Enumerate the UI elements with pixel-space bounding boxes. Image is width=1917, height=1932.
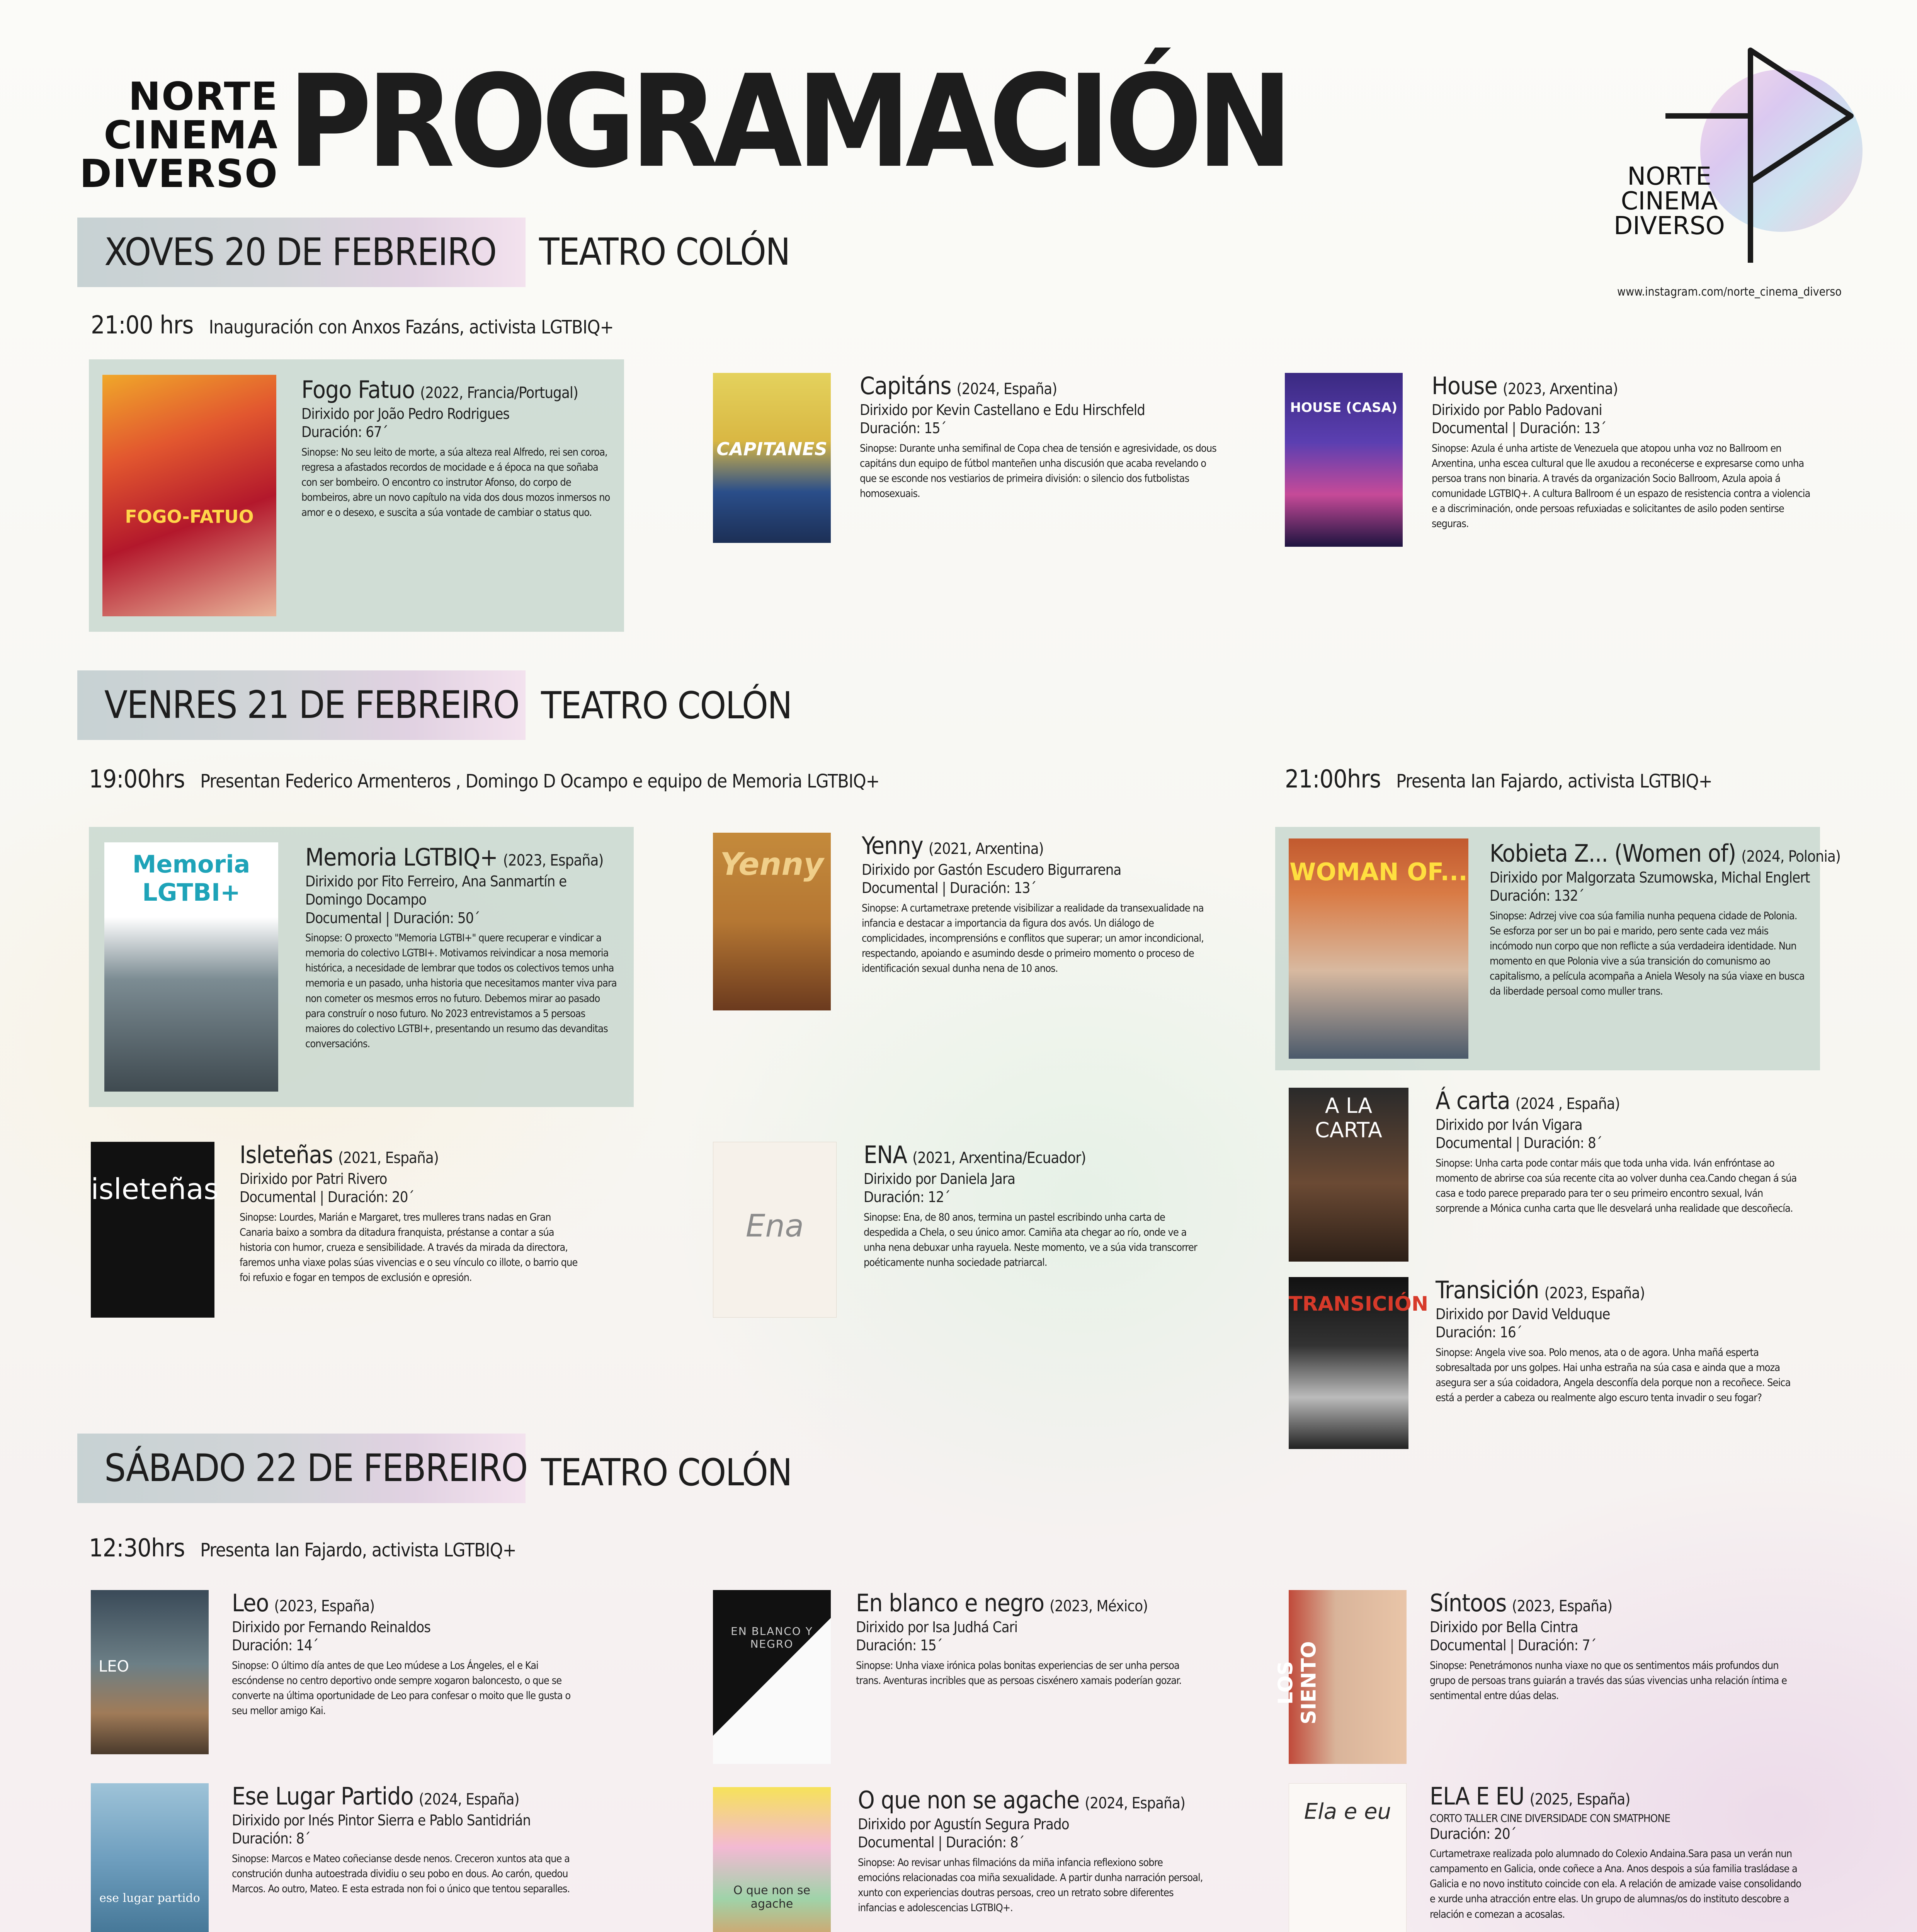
film-director: Dirixido por Fito Ferreiro, Ana Sanmartín e Domingo Docampo: [305, 872, 567, 908]
film-info: [856, 1588, 1204, 1688]
film-meta: (2021, Arxentina): [928, 840, 1044, 858]
film-poster: [91, 1142, 219, 1318]
logo-brand: [1600, 164, 1739, 238]
film-director: Dirixido por Inés Pintor Sierra e Pablo Santidrián: [232, 1811, 531, 1829]
film-info: [1436, 1086, 1806, 1216]
film-synopsis: Sinopse: Ao revisar unhas filmacións da miña infancia reflexiono sobre emocións relacionadas coa miña sexualidade. A partir dunha narración persoal, xunto con experiencias doutras persoas, creo un retrato sobre diferentes infancias e adolescencias LGTBIQ+.: [858, 1856, 1203, 1914]
day-bar: XOVES 20 DE FEBREIRO: [77, 218, 526, 287]
film-synopsis: Sinopse: No seu leito de morte, a súa alteza real Alfredo, rei sen coroa, regresa a afastados recordos de mocidade e á época na que soñaba con ser bombeiro. O encontro co instrutor Afonso, do corpo de bombeiros, abre un novo capítulo na vida dos dous mozos inmersos no amor e o desexo, e suscita a súa vontade de cambiar o status quo.: [301, 446, 610, 519]
film-duration: Documental | Duración: 13´: [1432, 420, 1606, 437]
venue: TEATRO COLÓN: [541, 1451, 792, 1494]
film-synopsis: Sinopse: Penetrámonos nunha viaxe no que os sentimentos máis profundos dun grupo de persoas trans guiarán a través das súas vivencias unha relación íntima e sentimental entre dúas delas.: [1430, 1659, 1787, 1702]
time-slot: [89, 765, 879, 794]
film-card: [711, 1588, 1213, 1762]
film-poster: [713, 1787, 831, 1932]
film-card: [1287, 1781, 1820, 1932]
slot-time: 21:00hrs: [1285, 765, 1381, 794]
film-card: [1287, 1275, 1820, 1453]
film-info: [1432, 371, 1810, 531]
slot-time: 21:00 hrs: [91, 311, 194, 340]
film-info: [1436, 1275, 1806, 1405]
poster-title: LOS SIENTO: [1274, 1641, 1321, 1725]
slot-time: 12:30hrs: [89, 1534, 185, 1563]
film-info: [1490, 838, 1840, 999]
poster-title: CAPITANES: [716, 439, 827, 459]
film-title: En blanco e negro: [856, 1589, 1044, 1617]
film-title: Memoria LGTBIQ+: [305, 843, 498, 871]
instagram-link[interactable]: www.instagram.com/norte_cinema_diverso: [1617, 285, 1842, 299]
film-director: CORTO TALLER CINE DIVERSIDADE CON SMATPHONE: [1430, 1811, 1670, 1825]
film-meta: (2024, España): [956, 380, 1057, 398]
film-director: Dirixido por Kevin Castellano e Edu Hirschfeld: [860, 401, 1145, 418]
film-poster: [91, 1590, 209, 1754]
film-poster: [713, 1590, 831, 1764]
brand-line: NORTE: [1627, 162, 1711, 191]
film-synopsis: Sinopse: Lourdes, Marián e Margaret, tres mulleres trans nadas en Gran Canaria baixo a sombra da ditadura franquista, préstanse a contar a súa historia con humor, crueza e sensibilidade. A través da mirada da directora, faremos unha viaxe polas súas vivencias e o seu vínculo co illote, o barrio que foi refuxio e fogar en tempos de exclusión e opresión.: [240, 1211, 578, 1284]
poster-title: isleteñas: [91, 1173, 219, 1206]
film-title: ELA E EU: [1430, 1782, 1524, 1810]
film-info: [1430, 1781, 1805, 1922]
film-meta: (2024 , España): [1515, 1095, 1620, 1113]
film-card: [711, 371, 1233, 545]
film-duration: Duración: 15´: [856, 1637, 942, 1654]
film-director: Dirixido por Malgorzata Szumowska, Michal Englert: [1490, 869, 1810, 886]
film-meta: (2023, España): [1512, 1597, 1613, 1615]
film-title: Kobieta Z... (Women of): [1490, 839, 1736, 867]
film-title: Ese Lugar Partido: [232, 1782, 413, 1810]
header-brand: [77, 74, 278, 196]
film-meta: (2023, México): [1050, 1597, 1148, 1615]
brand-line: CINEMA: [1621, 187, 1718, 216]
film-synopsis: Sinopse: Ena, de 80 anos, termina un pastel escribindo unha carta de despedida a Chela, o seu único amor. Camiña ata chegar ao río, onde ve a unha nena debuxar unha rayuela. Neste momento, ve a súa vida transcorrer poéticamente nunha sociedade patriarcal.: [864, 1211, 1197, 1269]
film-synopsis: Sinopse: Azula é unha artiste de Venezuela que atopou unha voz no Ballroom en Arxentina, unha escea cultural que lle axudou a reconécerse e expresarse como unha persoa trans non binaria. A través da organización Socio Ballroom, Azula apoia á comunidade LGTBIQ+. A cultura Ballroom é un espazo de resistencia contra a violencia e a discriminación, onde persoas refuxiadas e solicitantes de asilo poden sentirse seguras.: [1432, 442, 1810, 530]
film-director: Dirixido por Fernando Reinaldos: [232, 1618, 431, 1636]
festival-logo-icon: [1650, 39, 1866, 278]
film-title: Transición: [1436, 1276, 1539, 1304]
film-meta: (2024, Polonia): [1741, 848, 1840, 866]
page-title: PROGRAMACIÓN: [288, 48, 1288, 196]
film-title: Leo: [232, 1589, 269, 1617]
film-card: [89, 827, 634, 1107]
film-synopsis: Sinopse: O último día antes de que Leo múdese a Los Ángeles, el e Kai escóndense no centro deportivo onde sempre xogaron baloncesto, o que se converte na última oportunidade de Leo para confesar o moito que lle gusta o seu mellor amigo Kai.: [232, 1659, 571, 1717]
day-bar: SÁBADO 22 DE FEBREIRO: [77, 1434, 526, 1503]
film-poster: [1274, 1590, 1407, 1764]
film-synopsis: Sinopse: Durante unha semifinal de Copa chea de tensión e agresividade, os dous capitáns dun equipo de fútbol manteñen unha discusión que acaba revelando o que se esconde nos vestiarios de primeira división: o silencio dos futbolistas homosexuais.: [860, 442, 1216, 500]
time-slot: [1285, 765, 1712, 794]
film-title: Síntoos: [1430, 1589, 1507, 1617]
film-director: Dirixido por Gastón Escudero Bigurrarena: [862, 861, 1121, 878]
film-director: Dirixido por Isa Judhá Cari: [856, 1618, 1018, 1636]
film-title: Isleteñas: [240, 1141, 333, 1169]
film-meta: (2025, España): [1529, 1791, 1630, 1808]
film-poster: [1289, 838, 1468, 1059]
film-info: [305, 842, 622, 1051]
film-duration: Duración: 14´: [232, 1637, 318, 1654]
film-duration: Duración: 12´: [864, 1189, 950, 1206]
film-poster: [1285, 373, 1403, 547]
poster-title: HOUSE (CASA): [1290, 400, 1398, 415]
day-bar: VENRES 21 DE FEBREIRO: [77, 670, 526, 740]
film-info: [232, 1781, 580, 1896]
film-duration: Duración: 132´: [1490, 887, 1584, 904]
poster-title: FOGO-FATUO: [125, 506, 254, 527]
film-synopsis: Sinopse: A curtametraxe pretende visibilizar a realidade da transexualidade na infancia e destacar a importancia da figura dos avós. Un diálogo de complicidades, incomprensións e conflitos que superar; un amor incondicional, respectando, apoiando e asumindo desde o primeiro momento o proceso de identificación sexual dunha nena de 10 anos.: [862, 902, 1204, 975]
film-info: [301, 375, 611, 520]
film-poster: [102, 375, 276, 616]
film-synopsis: Sinopse: Unha carta pode contar máis que toda unha vida. Iván enfróntase ao momento de abrirse coa súa recente cita ao volver dunha cea.Cando chegan á súa casa e todo parece preparado para ter o seu primeiro encontro sexual, Iván sorprende a Mónica cunha carta que lle desvelará unha realidade que descoñecía.: [1436, 1157, 1797, 1214]
film-info: [1430, 1588, 1805, 1703]
film-meta: (2021, España): [338, 1149, 439, 1167]
film-info: [240, 1140, 583, 1285]
film-title: O que non se agache: [858, 1786, 1080, 1814]
film-synopsis: Sinopse: Adrzej vive coa súa familia nunha pequena cidade de Polonia. Se esforza por ser un bo pai e marido, pero sente cada vez máis incómodo nun corpo que non reflicte a súa verdadeira identidade. Nun momento en que Polonia vive a súa transición do comunismo ao capitalismo, a película acompaña a Aniela Wesoly na súa viaxe en busca da liberdade persoal como muller trans.: [1490, 910, 1805, 998]
film-title: Capitáns: [860, 372, 951, 400]
film-duration: Duración: 15´: [860, 420, 946, 437]
brand-line: DIVERSO: [80, 151, 278, 196]
film-info: [858, 1785, 1206, 1915]
film-card: [1274, 1588, 1820, 1762]
film-card: [711, 831, 1213, 1012]
poster-title: WOMAN OF...: [1289, 858, 1468, 886]
film-card: [1287, 1086, 1820, 1264]
film-meta: (2024, España): [418, 1791, 519, 1808]
poster-title: ese lugar partido: [99, 1891, 200, 1905]
poster-title: LEO: [99, 1658, 129, 1675]
film-poster: [104, 842, 278, 1092]
time-slot: [91, 311, 614, 340]
film-duration: Documental | Duración: 50´: [305, 909, 480, 927]
film-card: [89, 359, 624, 632]
film-director: Dirixido por Daniela Jara: [864, 1170, 1015, 1187]
film-info: [862, 831, 1206, 976]
slot-presenter: Inauguración con Anxos Fazáns, activista LGTBIQ+: [209, 316, 614, 338]
film-card: [1275, 827, 1840, 1070]
film-synopsis: Sinopse: Marcos e Mateo coñecianse desde nenos. Creceron xuntos ata que a construción dunha autoestrada dividiu o seu pobo en dous. Ao carón, quedou Marcos. Ao outro, Mateo. E esta estrada non foi o único que tentou separalles.: [232, 1852, 570, 1895]
film-card: [89, 1588, 591, 1758]
slot-presenter: Presenta Ian Fajardo, activista LGTBIQ+: [200, 1539, 516, 1561]
film-poster: [713, 833, 831, 1010]
film-title: ENA: [864, 1141, 907, 1169]
poster-title: Ena: [745, 1208, 804, 1244]
film-synopsis: Curtametraxe realizada polo alumnado do Colexio Andaina.Sara pasa un verán nun campamento en Galicia, onde coñece a Ana. Anos despois a súa familia trasládase a Galicia e no novo instituto coincide con ela. A relación de amizade vaise consolidando e xurde unha atracción entre elas. Un grupo de alumnas/os do instituto descobre a relación e comezan a acosalas.: [1430, 1848, 1801, 1920]
slot-presenter: Presenta Ian Fajardo, activista LGTBIQ+: [1396, 770, 1712, 792]
poster-title: A LA CARTA: [1315, 1094, 1382, 1142]
film-title: Á carta: [1436, 1087, 1510, 1115]
time-slot: [89, 1534, 516, 1563]
film-duration: Documental | Duración: 8´: [1436, 1134, 1602, 1151]
film-synopsis: Sinopse: O proxecto "Memoria LGTBI+" quere recuperar e vindicar a memoria do colectivo LGTBI+. Motivamos reivindicar a nosa memoria histórica, a necesidade de lembrar que todos os colectivos temos unha memoria e un pasado, unha historia que necesitamos manter viva para non cometer os mesmos erros no futuro. Debemos mirar ao pasado para construír o noso futuro. No 2023 entrevistamos a 5 persoas maiores do colectivo LGTBI+, presentando un resumo das devanditas conversacións.: [305, 932, 617, 1050]
film-card: [89, 1781, 591, 1932]
film-synopsis: Sinopse: Unha viaxe irónica polas bonitas experiencias de ser unha persoa trans. Aventuras incribles que as persoas cisxénero xamais poderían gozar.: [856, 1659, 1182, 1687]
film-card: [1283, 371, 1824, 572]
film-meta: (2022, Francia/Portugal): [420, 384, 578, 402]
film-title: Yenny: [862, 832, 923, 860]
film-title: House: [1432, 372, 1497, 400]
slot-presenter: Presentan Federico Armenteros , Domingo D Ocampo e equipo de Memoria LGTBIQ+: [200, 770, 879, 792]
brand-line: NORTE: [128, 74, 278, 119]
film-card: [711, 1785, 1213, 1932]
venue: TEATRO COLÓN: [541, 684, 792, 727]
film-title: Fogo Fatuo: [301, 376, 415, 404]
film-info: [860, 371, 1219, 501]
film-director: Dirixido por Bella Cintra: [1430, 1618, 1578, 1636]
film-synopsis: Sinopse: Angela vive soa. Polo menos, ata o de agora. Unha mañá esperta sobresaltada por uns golpes. Hai unha estraña na súa casa e ainda que a moza asegura ser a súa coidadora, Angela desconfía dela porque non a recoñece. Seica está a perder a cabeza ou realmente algo escuro tenta invadir o seu fogar?: [1436, 1346, 1791, 1404]
film-director: Dirixido por Patri Rivero: [240, 1170, 387, 1187]
film-director: Dirixido por David Velduque: [1436, 1305, 1610, 1323]
film-duration: Duración: 8´: [232, 1830, 311, 1847]
film-director: Dirixido por Iván Vigara: [1436, 1116, 1582, 1133]
poster-title: Memoria LGTBI+: [132, 850, 250, 906]
film-meta: (2023, España): [503, 852, 604, 869]
poster-title: Yenny: [720, 846, 824, 882]
film-info: [864, 1140, 1204, 1270]
film-director: Dirixido por Agustín Segura Prado: [858, 1815, 1069, 1833]
film-meta: (2023, España): [1544, 1284, 1645, 1302]
film-director: Dirixido por João Pedro Rodrigues: [301, 405, 510, 422]
film-director: Dirixido por Pablo Padovani: [1432, 401, 1602, 418]
film-duration: Documental | Duración: 8´: [858, 1834, 1024, 1851]
film-poster: [1289, 1088, 1408, 1262]
film-duration: Duración: 16´: [1436, 1324, 1522, 1341]
film-card: [89, 1140, 591, 1325]
film-poster: [713, 1142, 837, 1318]
film-meta: (2023, España): [274, 1597, 375, 1615]
film-info: [232, 1588, 580, 1718]
film-meta: (2024, España): [1085, 1794, 1185, 1812]
film-duration: Duración: 67´: [301, 423, 388, 440]
film-poster: [713, 373, 831, 543]
film-meta: (2023, Arxentina): [1502, 380, 1618, 398]
poster-title: EN BLANCO Y NEGRO: [731, 1625, 813, 1650]
film-duration: Documental | Duración: 13´: [862, 879, 1036, 896]
film-poster: [1289, 1783, 1407, 1932]
film-card: [711, 1140, 1213, 1325]
slot-time: 19:00hrs: [89, 765, 185, 794]
film-duration: Documental | Duración: 20´: [240, 1189, 414, 1206]
film-duration: Duración: 20´: [1430, 1825, 1516, 1842]
brand-line: DIVERSO: [1614, 212, 1725, 240]
poster-title: Ela e eu: [1304, 1799, 1391, 1824]
film-poster: [91, 1783, 209, 1932]
film-poster: [1289, 1277, 1429, 1449]
film-duration: Documental | Duración: 7´: [1430, 1637, 1596, 1654]
poster-title: O que non se agache: [733, 1884, 811, 1911]
poster-title: TRANSICIÓN: [1289, 1293, 1429, 1316]
film-meta: (2021, Arxentina/Ecuador): [912, 1149, 1086, 1167]
venue: TEATRO COLÓN: [539, 230, 790, 274]
brand-line: CINEMA: [104, 112, 278, 158]
